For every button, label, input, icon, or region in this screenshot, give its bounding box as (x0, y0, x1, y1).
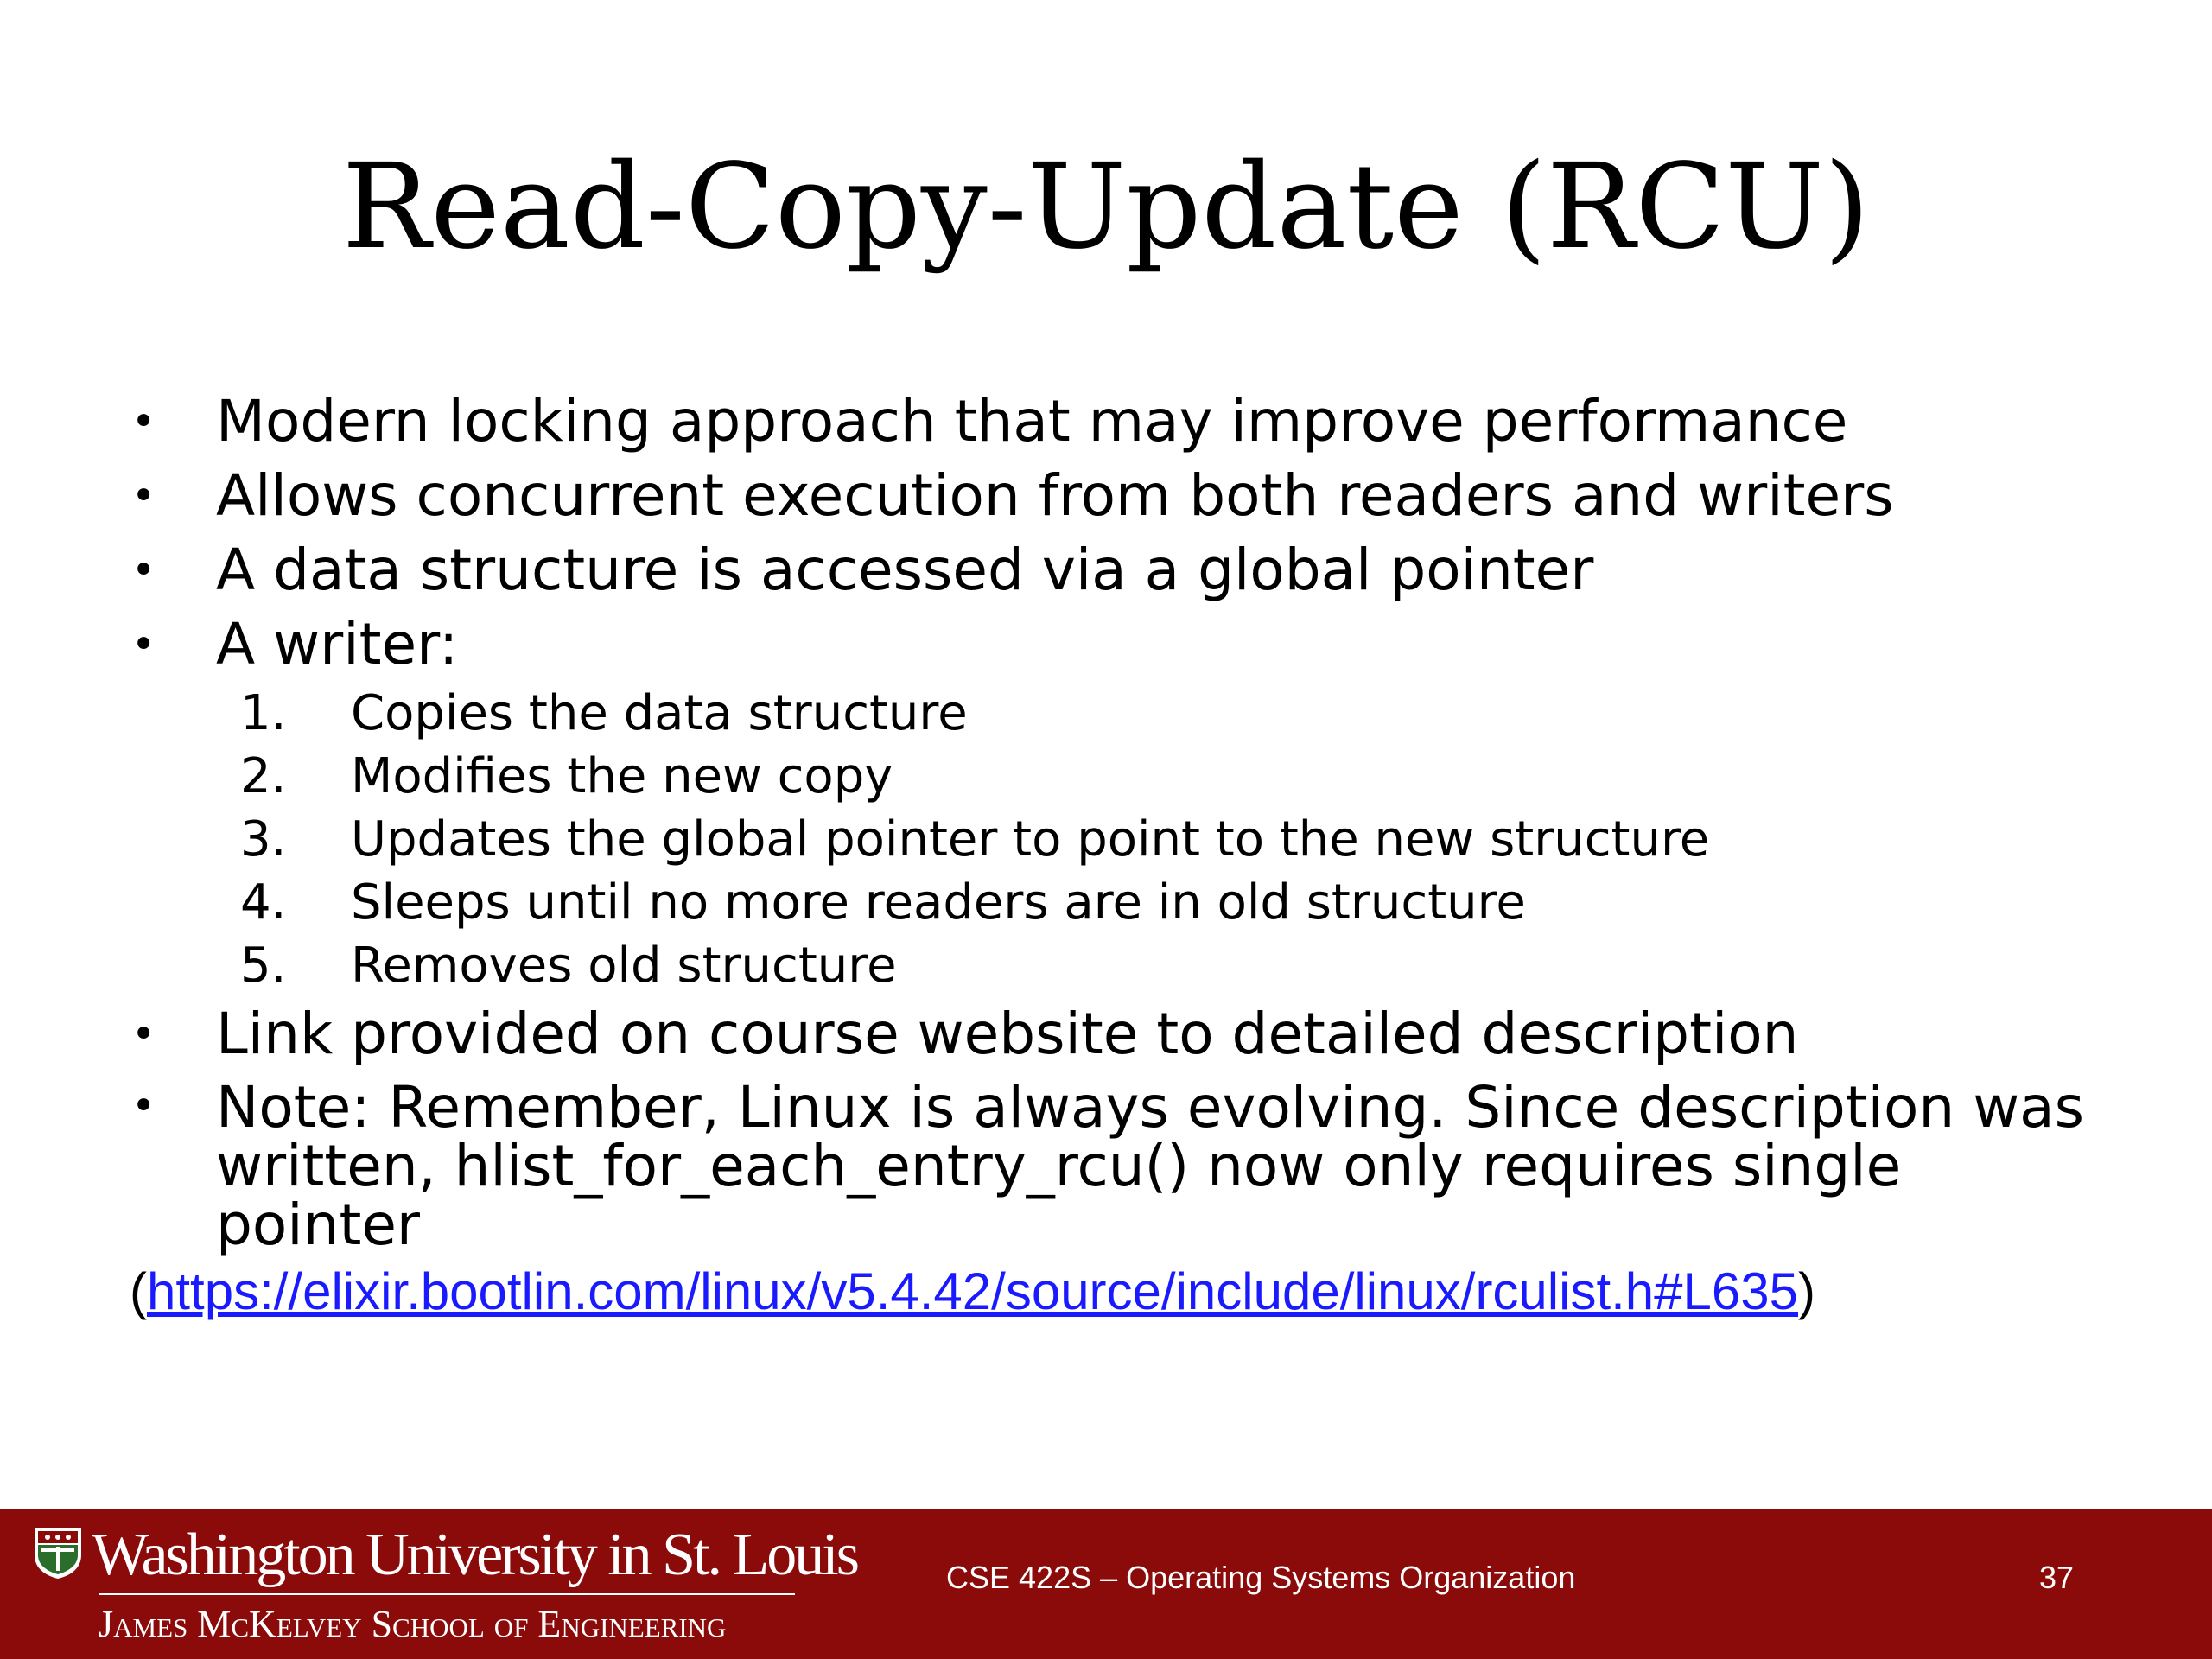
numbered-item (240, 871, 2117, 934)
bullet-text: A writer: (216, 611, 459, 677)
bullet-icon: • (131, 1010, 156, 1058)
numbered-list (130, 682, 2117, 997)
item-number: 4. (240, 874, 287, 931)
slide-title: Read-Copy-Update (RCU) (341, 139, 1871, 276)
university-shield-icon (33, 1526, 83, 1580)
bullet-icon: • (131, 620, 156, 669)
numbered-item (240, 808, 2117, 871)
numbered-item (240, 745, 2117, 808)
reference-link-line (130, 1257, 1815, 1326)
course-name: CSE 422S – Operating Systems Organization (946, 1560, 1576, 1595)
page-number: 37 (2039, 1560, 2075, 1595)
bullet-icon: • (131, 1082, 156, 1130)
item-number: 2. (240, 748, 287, 804)
bullet-item (130, 1071, 2117, 1258)
bullet-text: Allows concurrent execution from both readers and writers (216, 462, 1894, 529)
bullet-text: Link provided on course website to detailed description (216, 1001, 1799, 1067)
item-number: 1. (240, 685, 287, 741)
item-text: Sleeps until no more readers are in old structure (351, 874, 1526, 931)
close-paren: ) (1798, 1262, 1816, 1320)
item-text: Modifies the new copy (351, 748, 893, 804)
reference-link[interactable]: https://elixir.bootlin.com/linux/v5.4.42/source/include/linux/rculist.h#L635 (146, 1262, 1799, 1320)
bullet-text: Modern locking approach that may improve performance (216, 388, 1848, 454)
bullet-text: Note: Remember, Linux is always evolving. Since description was written, hlist_for_each_entry_rcu() now only requires single pointer (216, 1074, 2085, 1258)
bullet-icon: • (131, 546, 156, 594)
bullet-icon: • (131, 397, 156, 446)
numbered-item (240, 934, 2117, 997)
logo-divider (99, 1593, 795, 1595)
writer-steps (130, 682, 2117, 997)
numbered-item (240, 682, 2117, 745)
bullet-list (130, 385, 2117, 1258)
bullet-item (130, 997, 2117, 1071)
open-paren: ( (130, 1262, 147, 1320)
university-logo (33, 1521, 857, 1650)
bullet-item (130, 607, 2117, 682)
item-text: Removes old structure (351, 938, 897, 994)
bullet-icon: • (131, 472, 156, 520)
bullet-item (130, 385, 2117, 459)
item-number: 3. (240, 811, 287, 868)
bullet-item (130, 533, 2117, 607)
item-text: Updates the global pointer to point to the new structure (351, 811, 1710, 868)
item-number: 5. (240, 938, 287, 994)
footer-bar (0, 1509, 2212, 1659)
university-name: Washington University in St. Louis (92, 1522, 857, 1588)
bullet-item (130, 459, 2117, 533)
school-name: James McKelvey School of Engineering (99, 1603, 727, 1645)
item-text: Copies the data structure (351, 685, 968, 741)
bullet-text: A data structure is accessed via a global pointer (216, 537, 1594, 603)
